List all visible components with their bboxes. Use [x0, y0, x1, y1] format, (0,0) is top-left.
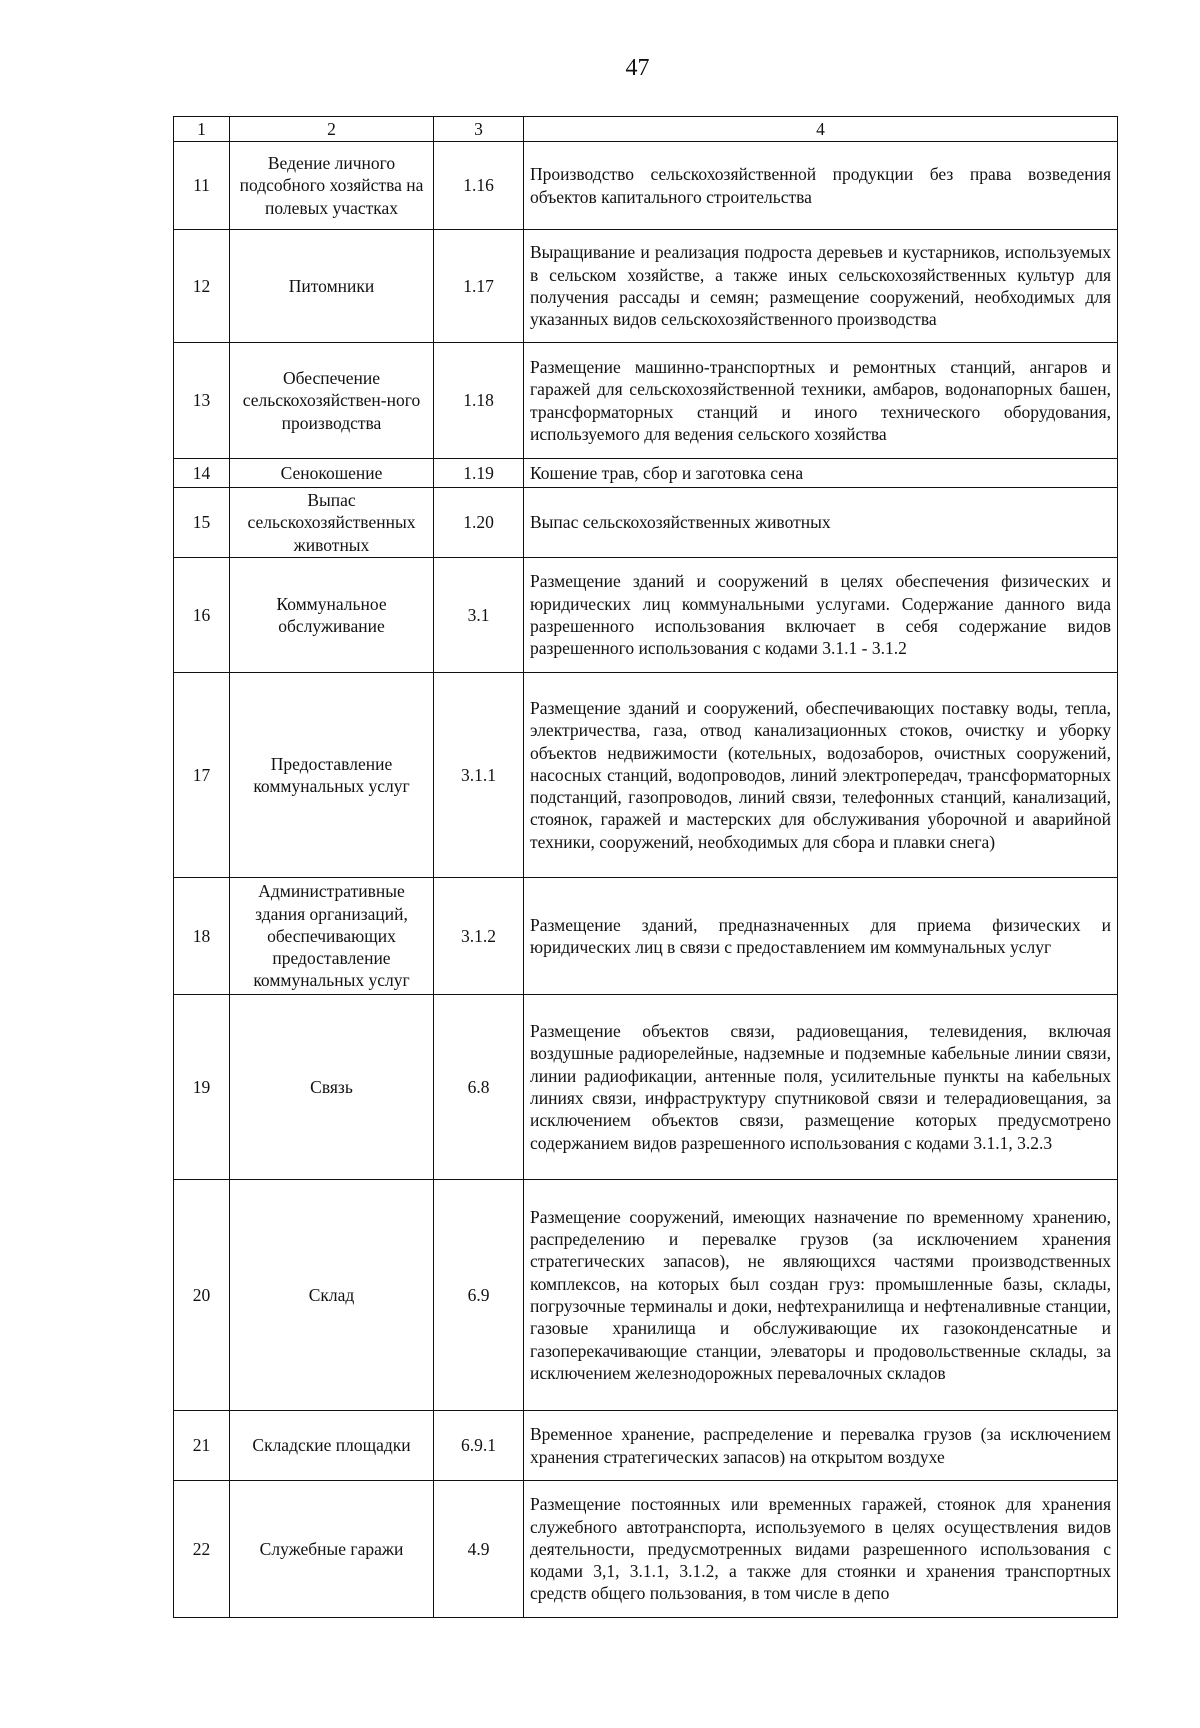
row-number: 19: [174, 995, 230, 1180]
use-type-code: 1.19: [434, 459, 524, 488]
land-use-table: [173, 116, 1118, 1618]
table-row: [174, 673, 1118, 878]
use-type-name: Административные здания организаций, обеспечивающих предоставление коммунальных услуг: [230, 878, 434, 995]
use-type-description: Размещение зданий и сооружений, обеспечивающих поставку воды, тепла, электричества, газа, отвод канализационных стоков, очистку и уборку объектов недвижимости (котельных, водозаборов, очистных сооружений, насосных станций, водопроводов, линий электропередач, трансформаторных подстанций, газопроводов, линий связи, телефонных станций, канализаций, стоянок, гаражей и мастерских для обслуживания уборочной и аварийной техники, сооружений, необходимых для сбора и плавки снега): [524, 673, 1118, 878]
use-type-description: Производство сельскохозяйственной продукции без права возведения объектов капитального строительства: [524, 142, 1118, 230]
row-number: 18: [174, 878, 230, 995]
use-type-description: Выращивание и реализация подроста деревьев и кустарников, используемых в сельском хозяйстве, а также иных сельскохозяйственных культур для получения рассады и семян; размещение сооружений, необходимых для указанных видов сельскохозяйственного производства: [524, 230, 1118, 343]
use-type-name: Сенокошение: [230, 459, 434, 488]
header-row: [174, 117, 1118, 142]
table-row: [174, 488, 1118, 558]
use-type-description: Размещение зданий, предназначенных для приема физических и юридических лиц в связи с предоставлением им коммунальных услуг: [524, 878, 1118, 995]
row-number: 14: [174, 459, 230, 488]
use-type-name: Выпас сельскохозяйственных животных: [230, 488, 434, 558]
use-type-code: 3.1.2: [434, 878, 524, 995]
row-number: 17: [174, 673, 230, 878]
table-row: [174, 995, 1118, 1180]
table-row: [174, 142, 1118, 230]
use-type-code: 1.17: [434, 230, 524, 343]
use-type-name: Обеспечение сельскохозяйствен-ного производства: [230, 343, 434, 459]
use-type-code: 3.1: [434, 558, 524, 673]
use-type-code: 3.1.1: [434, 673, 524, 878]
use-type-description: Размещение зданий и сооружений в целях обеспечения физических и юридических лиц коммунальными услугами. Содержание данного вида разрешенного использования включает в себя содержание видов разрешенного использования с кодами 3.1.1 - 3.1.2: [524, 558, 1118, 673]
header-col-3: 3: [434, 117, 524, 142]
row-number: 11: [174, 142, 230, 230]
row-number: 13: [174, 343, 230, 459]
use-type-code: 1.16: [434, 142, 524, 230]
table-row: [174, 1481, 1118, 1618]
use-type-name: Предоставление коммунальных услуг: [230, 673, 434, 878]
use-type-name: Связь: [230, 995, 434, 1180]
row-number: 22: [174, 1481, 230, 1618]
row-number: 20: [174, 1180, 230, 1411]
use-type-code: 6.9: [434, 1180, 524, 1411]
use-type-description: Выпас сельскохозяйственных животных: [524, 488, 1118, 558]
row-number: 15: [174, 488, 230, 558]
table-row: [174, 343, 1118, 459]
row-number: 16: [174, 558, 230, 673]
row-number: 12: [174, 230, 230, 343]
use-type-code: 6.8: [434, 995, 524, 1180]
table-row: [174, 1180, 1118, 1411]
use-type-description: Временное хранение, распределение и перевалка грузов (за исключением хранения стратегических запасов) на открытом воздухе: [524, 1411, 1118, 1481]
use-type-name: Ведение личного подсобного хозяйства на полевых участках: [230, 142, 434, 230]
use-type-description: Размещение машинно-транспортных и ремонтных станций, ангаров и гаражей для сельскохозяйственной техники, амбаров, водонапорных башен, трансформаторных станций и иного технического оборудования, используемого для ведения сельского хозяйства: [524, 343, 1118, 459]
table-row: [174, 558, 1118, 673]
use-type-description: Размещение сооружений, имеющих назначение по временному хранению, распределению и перевалке грузов (за исключением хранения стратегических запасов), не являющихся частями производственных комплексов, на которых был создан груз: промышленные базы, склады, погрузочные терминалы и доки, нефтехранилища и нефтеналивные станции, газовые хранилища и обслуживающие их газоконденсатные и газоперекачивающие станции, элеваторы и продовольственные склады, за исключением железнодорожных перевалочных складов: [524, 1180, 1118, 1411]
header-col-1: 1: [174, 117, 230, 142]
use-type-name: Служебные гаражи: [230, 1481, 434, 1618]
use-type-code: 6.9.1: [434, 1411, 524, 1481]
use-type-code: 1.20: [434, 488, 524, 558]
table-row: [174, 1411, 1118, 1481]
use-type-name: Коммунальное обслуживание: [230, 558, 434, 673]
table-row: [174, 230, 1118, 343]
table-row: [174, 459, 1118, 488]
use-type-name: Склад: [230, 1180, 434, 1411]
use-type-description: Размещение постоянных или временных гаражей, стоянок для хранения служебного автотранспорта, используемого в целях осуществления видов деятельности, предусмотренных видами разрешенного использования с кодами 3,1, 3.1.1, 3.1.2, а также для стоянки и хранения транспортных средств общего пользования, в том числе в депо: [524, 1481, 1118, 1618]
use-type-name: Питомники: [230, 230, 434, 343]
row-number: 21: [174, 1411, 230, 1481]
header-col-4: 4: [524, 117, 1118, 142]
use-type-code: 1.18: [434, 343, 524, 459]
use-type-description: Кошение трав, сбор и заготовка сена: [524, 459, 1118, 488]
header-col-2: 2: [230, 117, 434, 142]
use-type-description: Размещение объектов связи, радиовещания, телевидения, включая воздушные радиорелейные, надземные и подземные кабельные линии связи, линии радиофикации, антенные поля, усилительные пункты на кабельных линиях связи, инфраструктуру спутниковой связи и телерадиовещания, за исключением объектов связи, размещение которых предусмотрено содержанием видов разрешенного использования с кодами 3.1.1, 3.2.3: [524, 995, 1118, 1180]
use-type-code: 4.9: [434, 1481, 524, 1618]
use-type-name: Складские площадки: [230, 1411, 434, 1481]
table-row: [174, 878, 1118, 995]
page-number: 47: [625, 55, 650, 81]
